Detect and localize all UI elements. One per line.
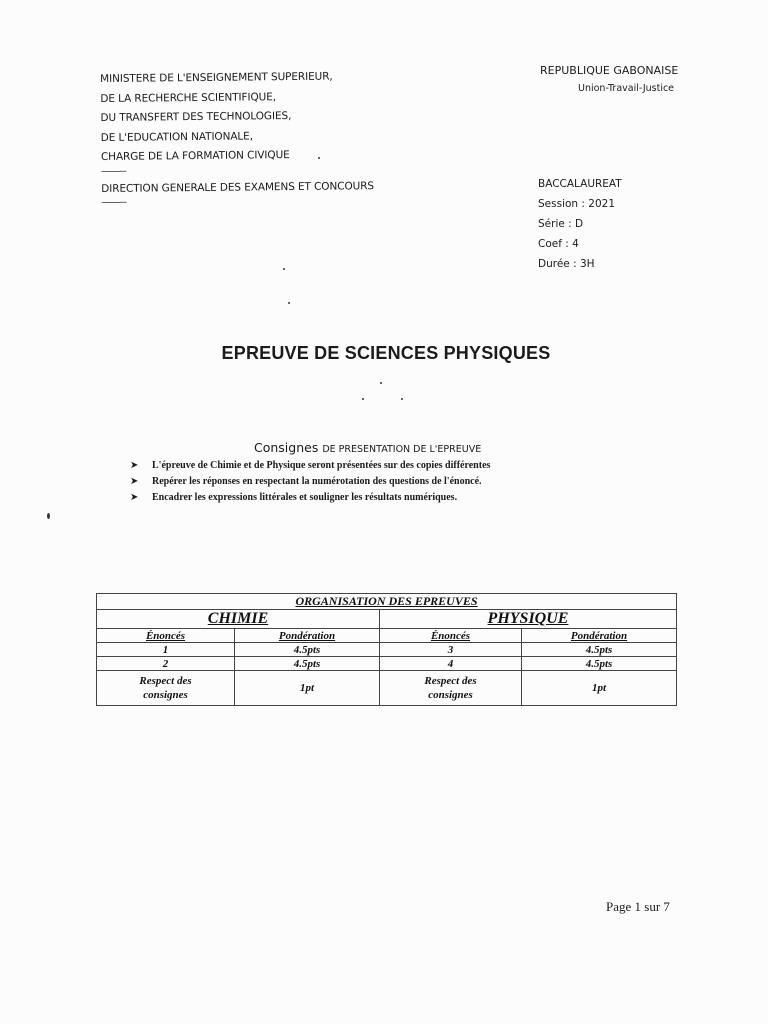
arrow-bullet-icon: ➤	[130, 476, 139, 487]
table-cell: 4.5pts	[522, 657, 677, 671]
scan-speck	[362, 398, 364, 400]
table-row	[97, 643, 677, 657]
exam-session: Session : 2021	[538, 198, 615, 210]
table-cell: 4.5pts	[235, 657, 380, 671]
respect-line: consignes	[143, 689, 188, 701]
respect-line: consignes	[428, 689, 473, 701]
arrow-bullet-icon: ➤	[130, 492, 139, 503]
country-name: REPUBLIQUE GABONAISE	[540, 64, 679, 77]
column-header: Pondération	[522, 629, 677, 643]
organisation-table	[96, 593, 677, 706]
organisation-table-wrap	[96, 593, 676, 706]
ministry-line: DE L'EDUCATION NATIONALE,	[100, 129, 253, 144]
table-row	[97, 671, 677, 706]
ministry-line: DE LA RECHERCHE SCIENTIFIQUE,	[100, 90, 277, 105]
respect-line: Respect des	[139, 675, 192, 687]
exam-coef: Coef : 4	[538, 238, 579, 250]
ministry-line: MINISTERE DE L'ENSEIGNEMENT SUPERIEUR,	[100, 70, 333, 85]
consignes-heading	[254, 440, 481, 455]
ministry-header	[100, 67, 374, 207]
scan-speck	[380, 382, 382, 384]
ministry-line: CHARGE DE LA FORMATION CIVIQUE	[100, 149, 290, 163]
consignes-sublabel: DE PRESENTATION DE L'EPREUVE	[322, 444, 482, 455]
instruction-text: Repérer les réponses en respectant la numérotation des questions de l'énoncé.	[152, 476, 482, 487]
table-cell: 2	[97, 657, 235, 671]
instruction-text: Encadrer les expressions littérales et souligner les résultats numériques.	[152, 492, 458, 503]
respect-consignes-cell	[97, 671, 235, 706]
scan-speck	[283, 268, 285, 270]
table-cell: 4.5pts	[522, 643, 677, 657]
table-row	[97, 594, 677, 610]
exam-info	[538, 174, 622, 274]
column-header: Énoncés	[380, 629, 522, 643]
instruction-text: L'épreuve de Chimie et de Physique seront présentées sur des copies différentes	[152, 460, 491, 471]
instruction-item	[130, 474, 490, 490]
country-motto: Union-Travail-Justice	[578, 83, 675, 94]
table-cell: 3	[380, 643, 522, 657]
column-header: Pondération	[235, 629, 380, 643]
respect-line: Respect des	[424, 675, 477, 687]
respect-consignes-cell	[380, 671, 522, 706]
table-cell: 4	[380, 657, 522, 671]
organisation-title: ORGANISATION DES EPREUVES	[97, 594, 677, 610]
chimie-header: CHIMIE	[97, 610, 380, 629]
column-header: Énoncés	[97, 629, 235, 643]
scan-speck	[47, 513, 50, 519]
header-separator: -----------	[101, 166, 126, 177]
table-cell: 1	[97, 643, 235, 657]
ministry-line: DU TRANSFERT DES TECHNOLOGIES,	[100, 109, 292, 124]
exam-name: BACCALAUREAT	[538, 178, 622, 190]
scan-speck	[401, 398, 403, 400]
table-cell: 4.5pts	[235, 643, 380, 657]
table-row	[97, 657, 677, 671]
exam-serie: Série : D	[538, 218, 584, 230]
direction-label: DIRECTION GENERALE DES EXAMENS ET CONCOURS	[101, 179, 375, 195]
instructions-list	[130, 458, 490, 506]
exam-duree: Durée : 3H	[538, 258, 595, 270]
respect-points-cell: 1pt	[235, 671, 380, 706]
scan-speck	[318, 157, 320, 159]
page-number: Page 1 sur 7	[606, 899, 670, 914]
header-separator: -----------	[101, 197, 127, 208]
instruction-item	[130, 490, 490, 506]
instruction-item	[130, 458, 490, 474]
page-title: EPREUVE DE SCIENCES PHYSIQUES	[221, 343, 551, 363]
table-row	[97, 629, 677, 643]
table-row	[97, 610, 677, 629]
scan-speck	[288, 302, 290, 304]
consignes-label: Consignes	[254, 440, 319, 455]
physique-header: PHYSIQUE	[380, 610, 677, 629]
republic-header	[540, 62, 678, 98]
arrow-bullet-icon: ➤	[130, 460, 139, 471]
respect-points-cell: 1pt	[522, 671, 677, 706]
